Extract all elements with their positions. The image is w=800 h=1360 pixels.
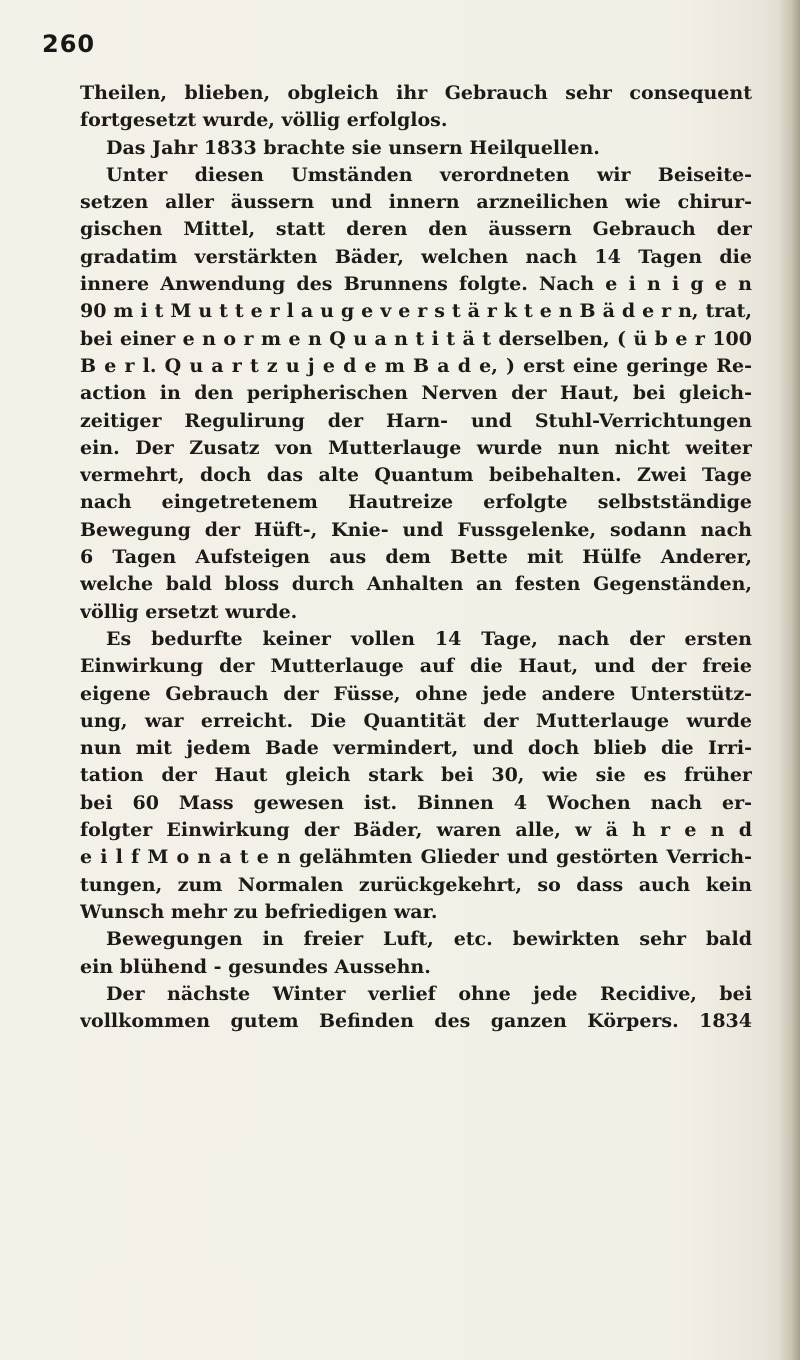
text-line: action in den peripherischen Nerven der Haut, bei gleich- xyxy=(80,382,752,405)
text-line: eigene Gebrauch der Füsse, ohne jede andere Unterstütz- xyxy=(80,682,752,705)
text-line: 90 m i t M u t t e r l a u g e v e r s t ä r k t e n B ä d e r n, trat, xyxy=(80,300,752,323)
text-line: nach eingetretenem Hautreize erfolgte selbstständige xyxy=(80,491,752,514)
text-line: Das Jahr 1833 brachte sie unsern Heilquellen. xyxy=(106,136,600,159)
text-line: vermehrt, doch das alte Quantum beibehalten. Zwei Tage xyxy=(80,464,752,487)
text-line: fortgesetzt wurde, völlig erfolglos. xyxy=(80,109,448,132)
text-line: Einwirkung der Mutterlauge auf die Haut, und der freie xyxy=(80,655,752,678)
text-line: folgter Einwirkung der Bäder, waren alle, w ä h r e n d xyxy=(80,819,752,842)
text-line: e i l f M o n a t e n gelähmten Glieder und gestörten Verrich- xyxy=(80,846,752,869)
body-text xyxy=(80,80,752,1035)
text-line: Bewegungen in freier Luft, etc. bewirkten sehr bald xyxy=(106,928,752,951)
text-line: B e r l. Q u a r t z u j e d e m B a d e, ) erst eine geringe Re- xyxy=(80,354,752,377)
text-line: welche bald bloss durch Anhalten an festen Gegenständen, xyxy=(80,573,752,596)
text-line: ein. Der Zusatz von Mutterlauge wurde nun nicht weiter xyxy=(80,436,752,459)
text-line: innere Anwendung des Brunnens folgte. Nach e i n i g e n xyxy=(80,273,752,296)
text-line: bei 60 Mass gewesen ist. Binnen 4 Wochen nach er- xyxy=(80,791,752,814)
text-line: ung, war erreicht. Die Quantität der Mutterlauge wurde xyxy=(80,709,752,732)
text-line: nun mit jedem Bade vermindert, und doch blieb die Irri- xyxy=(80,737,752,760)
text-line: 6 Tagen Aufsteigen aus dem Bette mit Hülfe Anderer, xyxy=(80,546,752,569)
text-line: vollkommen gutem Befinden des ganzen Körpers. 1834 xyxy=(80,1010,752,1033)
text-line: ein blühend - gesundes Aussehn. xyxy=(80,955,431,978)
text-line: Theilen, blieben, obgleich ihr Gebrauch sehr consequent xyxy=(80,82,752,104)
page-number: 260 xyxy=(42,30,96,58)
text-line: bei einer e n o r m e n Q u a n t i t ä t derselben, ( ü b e r 100 xyxy=(80,327,752,350)
text-line: Unter diesen Umständen verordneten wir Beiseite- xyxy=(106,163,752,186)
text-line: setzen aller äussern und innern arzneilichen wie chirur- xyxy=(80,191,752,214)
text-line: zeitiger Regulirung der Harn- und Stuhl-Verrichtungen xyxy=(80,409,752,432)
text-line: gradatim verstärkten Bäder, welchen nach 14 Tagen die xyxy=(80,245,752,268)
text-line: Bewegung der Hüft-, Knie- und Fussgelenke, sodann nach xyxy=(80,518,752,541)
text-line: Der nächste Winter verlief ohne jede Recidive, bei xyxy=(106,982,752,1005)
text-line: gischen Mittel, statt deren den äussern Gebrauch der xyxy=(80,218,752,241)
text-line: tungen, zum Normalen zurückgekehrt, so dass auch kein xyxy=(80,873,752,896)
text-line: tation der Haut gleich stark bei 30, wie sie es früher xyxy=(80,764,752,787)
text-line: völlig ersetzt wurde. xyxy=(80,600,298,623)
page-edge-shadow xyxy=(778,0,800,1360)
text-line: Es bedurfte keiner vollen 14 Tage, nach der ersten xyxy=(106,627,752,650)
text-line: Wunsch mehr zu befriedigen war. xyxy=(80,900,438,923)
